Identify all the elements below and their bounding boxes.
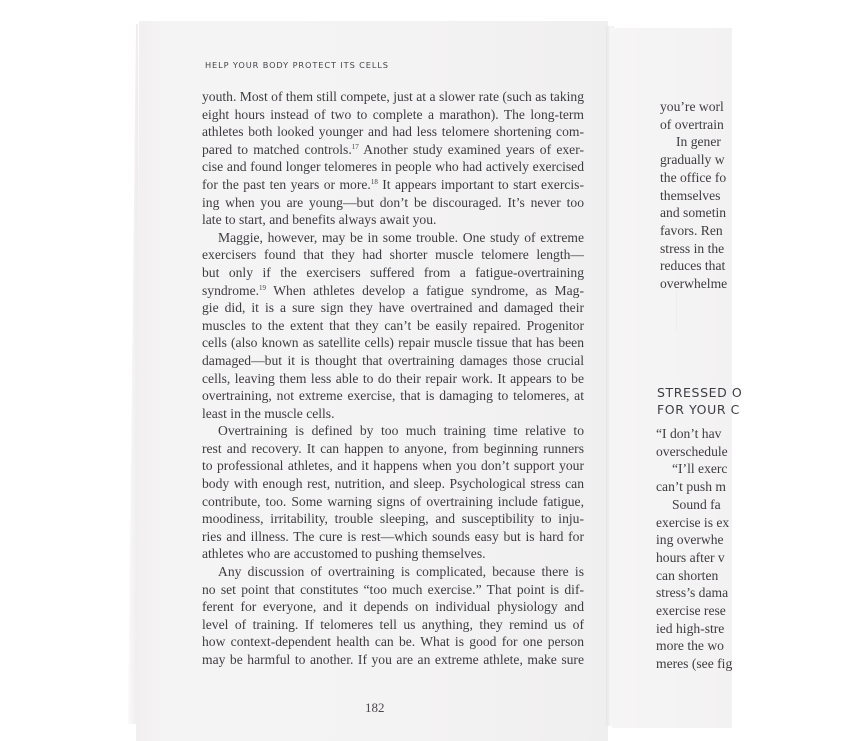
text-line: ing overwhe	[656, 532, 724, 548]
text-line: ries and illness. The cure is rest—which sounds easy but is hard for	[202, 528, 584, 544]
text-line: exercise rese	[656, 603, 726, 619]
text-line: damaged—but it is thought that overtraining damages those crucial	[202, 352, 584, 368]
text-line: least in the muscle cells.	[202, 405, 335, 421]
footnote-marker: 17	[351, 142, 359, 151]
text-line: Overtraining is defined by too much training time relative to	[218, 423, 584, 439]
text-line: moodiness, irritability, trouble sleeping, and susceptibility to inju-	[202, 511, 584, 527]
text-line: cells, leaving them less able to do their repair work. It appears to be	[202, 370, 584, 386]
text-line: overschedule	[656, 443, 728, 459]
text-line: pared to matched controls.$^{17}$ Another study examined years of exer-	[202, 141, 584, 157]
right-page-text-top	[660, 98, 860, 293]
text-line: exercise is ex	[656, 514, 730, 530]
footnote-marker: 19	[259, 283, 267, 292]
text-line: the office fo	[660, 169, 727, 185]
text-line: ied high-stre	[656, 620, 725, 636]
text-line: overwhelme	[660, 276, 728, 292]
page-number: 182	[365, 700, 385, 715]
text-line: exercisers found that they had shorter muscle telomere length—	[202, 247, 584, 263]
text-line: how context-dependent health can be. What is good for one person	[202, 634, 584, 650]
text-line: rest and recovery. It can happen to anyone, from beginning runners	[202, 440, 584, 456]
text-line: Maggie, however, may be in some trouble. One study of extreme	[218, 229, 584, 245]
text-line: you’re worl	[660, 99, 724, 114]
text-line: gie did, it is a sure sign they have overtrained and damaged their	[202, 300, 584, 316]
text-line: cise and found longer telomeres in people who had actively exercised	[202, 159, 584, 175]
text-line: can shorten	[656, 567, 719, 583]
text-line: reduces that	[660, 258, 726, 274]
left-page-edge	[128, 24, 138, 724]
text-line: and sometin	[660, 205, 727, 221]
text-line: cells (also known as satellite cells) repair muscle tissue that has been	[202, 335, 584, 351]
heading-line: FOR YOUR C	[657, 402, 741, 417]
text-line: level of training. If telomeres tell us anything, they remind us of	[202, 616, 584, 632]
text-line: hours after v	[656, 549, 725, 565]
text-line: overtraining, not extreme exercise, that is damaging to telomeres, at	[202, 388, 584, 404]
text-line: more the wo	[656, 638, 724, 654]
text-line: stress in the	[660, 240, 725, 256]
text-line: of overtrain	[660, 116, 724, 132]
text-line: athletes who are accustomed to pushing themselves.	[202, 546, 486, 562]
text-line: but only if the exercisers suffered from a fatigue-overtraining	[202, 264, 584, 280]
right-page-sidebar-box	[676, 290, 737, 330]
text-line: Any discussion of overtraining is complicated, because there is	[218, 564, 584, 580]
text-line: ing when you are young—but don’t be discouraged. It’s never too	[202, 194, 584, 210]
footnote-marker: 18	[370, 177, 378, 186]
right-page-section-heading	[657, 384, 742, 418]
text-line: to professional athletes, and it happens when you don’t support your	[202, 458, 584, 474]
text-line: meres (see fig	[656, 656, 733, 672]
text-line: “I don’t hav	[656, 426, 722, 441]
heading-line: STRESSED O	[657, 385, 743, 400]
text-line: favors. Ren	[660, 222, 723, 238]
right-page-text-bottom	[656, 425, 856, 673]
text-line: for the past ten years or more.$^{18}$ It appears important to start exercis-	[202, 176, 584, 192]
text-line: body with enough rest, nutrition, and sleep. Psychological stress can	[202, 476, 584, 492]
running-head: HELP YOUR BODY PROTECT ITS CELLS	[205, 60, 389, 70]
text-line: contribute, too. Some warning signs of overtraining include fatigue,	[202, 493, 584, 509]
text-line: syndrome.$^{19}$ When athletes develop a fatigue syndrome, as Mag-	[202, 282, 584, 298]
text-line: can’t push m	[656, 479, 726, 495]
text-line: eight hours instead of two to complete a marathon). The long-term	[202, 106, 584, 122]
text-line: may be harmful to another. If you are an extreme athlete, make sure	[202, 652, 584, 667]
text-line: stress’s dama	[656, 585, 729, 601]
text-line: “I’ll exerc	[672, 461, 728, 477]
text-line: themselves	[660, 187, 721, 203]
text-line: youth. Most of them still compete, just at a slower rate (such as taking	[202, 89, 584, 104]
text-line: gradually w	[660, 152, 725, 168]
text-line: late to start, and benefits always await you.	[202, 212, 437, 228]
text-line: Sound fa	[672, 496, 721, 512]
text-line: athletes both looked younger and had less telomere shortening com-	[202, 124, 584, 140]
text-line: muscles to the extent that they can’t be easily repaired. Progenitor	[202, 317, 584, 333]
text-line: In gener	[676, 134, 721, 150]
text-line: no set point that constitutes “too much exercise.” That point is dif-	[202, 581, 584, 597]
text-line: ferent for everyone, and it depends on individual physiology and	[202, 599, 584, 615]
left-page-body-text	[202, 88, 584, 669]
